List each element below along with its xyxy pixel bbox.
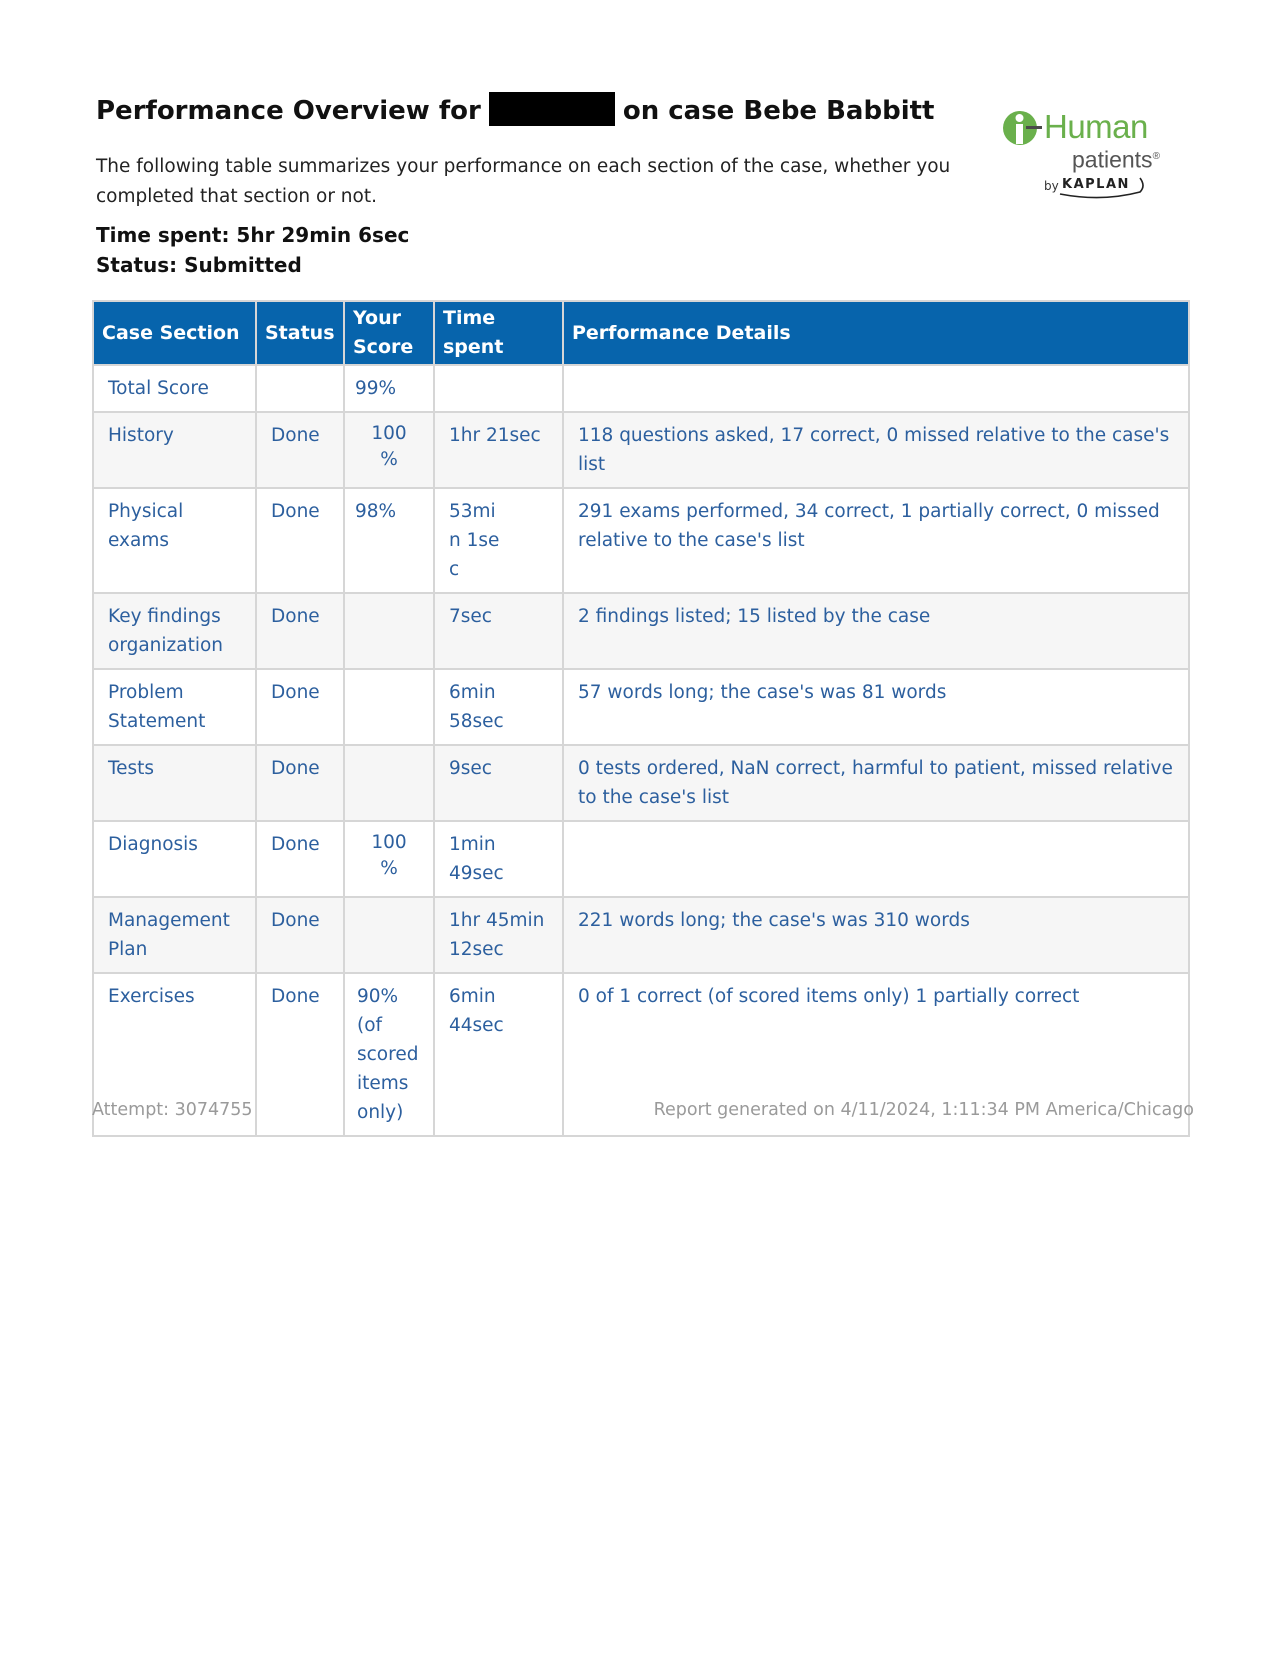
report-generated: Report generated on 4/11/2024, 1:11:34 PM America/Chicago <box>653 1100 1194 1120</box>
cell-details: 221 words long; the case's was 310 words <box>563 897 1189 973</box>
i-human-logo-icon <box>1000 106 1044 150</box>
cell-details <box>563 365 1189 412</box>
cell-status: Done <box>256 745 344 821</box>
redacted-name <box>489 92 615 126</box>
cell-section: Tests <box>93 745 256 821</box>
cell-score: 100 % <box>344 412 434 488</box>
cell-time: 7sec <box>434 593 563 669</box>
cell-section: Key findings organization <box>93 593 256 669</box>
performance-table <box>92 300 1190 1137</box>
cell-status <box>256 365 344 412</box>
header-status: Status <box>256 301 344 365</box>
cell-details: 57 words long; the case's was 81 words <box>563 669 1189 745</box>
cell-section: Exercises <box>93 973 256 1136</box>
status-line: Status: Submitted <box>96 253 302 277</box>
cell-time: 1hr 21sec <box>434 412 563 488</box>
logo-kaplan: KAPLAN <box>1062 177 1130 192</box>
cell-time <box>434 365 563 412</box>
cell-score: 100 % <box>344 821 434 897</box>
cell-details: 2 findings listed; 15 listed by the case <box>563 593 1189 669</box>
attempt-id: Attempt: 3074755 <box>92 1100 253 1120</box>
table-header-row <box>93 301 1189 365</box>
cell-details: 291 exams performed, 34 correct, 1 partially correct, 0 missed relative to the case's list <box>563 488 1189 593</box>
page-title <box>96 90 934 132</box>
cell-score: 98% <box>344 488 434 593</box>
header-your-score: Your Score <box>344 301 434 365</box>
cell-time: 9sec <box>434 745 563 821</box>
header-case-section: Case Section <box>93 301 256 365</box>
table-row <box>93 412 1189 488</box>
title-suffix: on case Bebe Babbitt <box>622 96 935 126</box>
table-row <box>93 593 1189 669</box>
cell-section: History <box>93 412 256 488</box>
cell-time: 53min 1sec <box>434 488 563 593</box>
cell-details: 0 tests ordered, NaN correct, harmful to patient, missed relative to the case's list <box>563 745 1189 821</box>
cell-status: Done <box>256 593 344 669</box>
cell-section: Total Score <box>93 365 256 412</box>
time-spent: Time spent: 5hr 29min 6sec <box>96 223 410 247</box>
table-row <box>93 488 1189 593</box>
cell-time: 1hr 45min 12sec <box>434 897 563 973</box>
title-prefix: Performance Overview for <box>96 96 481 126</box>
table-row <box>93 821 1189 897</box>
cell-time: 1min 49sec <box>434 821 563 897</box>
intro-text: The following table summarizes your performance on each section of the case, whether you completed that section or not. <box>96 156 951 207</box>
logo-registered: ® <box>1152 151 1160 162</box>
cell-section: Physical exams <box>93 488 256 593</box>
i-human-patients-logo <box>1000 108 1190 204</box>
logo-sub <box>1072 144 1160 173</box>
cell-status: Done <box>256 821 344 897</box>
cell-details <box>563 821 1189 897</box>
cell-score <box>344 897 434 973</box>
table-row <box>93 745 1189 821</box>
cell-time: 6min 44sec <box>434 973 563 1136</box>
summary-block <box>96 220 409 280</box>
logo-sub-text: patients <box>1072 146 1153 173</box>
cell-status: Done <box>256 897 344 973</box>
header-performance-details: Performance Details <box>563 301 1189 365</box>
cell-status: Done <box>256 412 344 488</box>
cell-section: Management Plan <box>93 897 256 973</box>
table-row <box>93 897 1189 973</box>
cell-section: Diagnosis <box>93 821 256 897</box>
cell-status: Done <box>256 669 344 745</box>
cell-score <box>344 593 434 669</box>
cell-score <box>344 745 434 821</box>
header-time-spent: Time spent <box>434 301 563 365</box>
cell-section: Problem Statement <box>93 669 256 745</box>
cell-details: 0 of 1 correct (of scored items only) 1 partially correct <box>563 973 1189 1136</box>
cell-status: Done <box>256 973 344 1136</box>
cell-score: 90% (of scored items only) <box>344 973 434 1136</box>
cell-time: 6min 58sec <box>434 669 563 745</box>
cell-score <box>344 669 434 745</box>
table-row <box>93 669 1189 745</box>
logo-by: by <box>1044 179 1059 193</box>
cell-details: 118 questions asked, 17 correct, 0 missed relative to the case's list <box>563 412 1189 488</box>
cell-score: 99% <box>344 365 434 412</box>
cell-status: Done <box>256 488 344 593</box>
table-row <box>93 365 1189 412</box>
logo-word: Human <box>1044 108 1148 145</box>
